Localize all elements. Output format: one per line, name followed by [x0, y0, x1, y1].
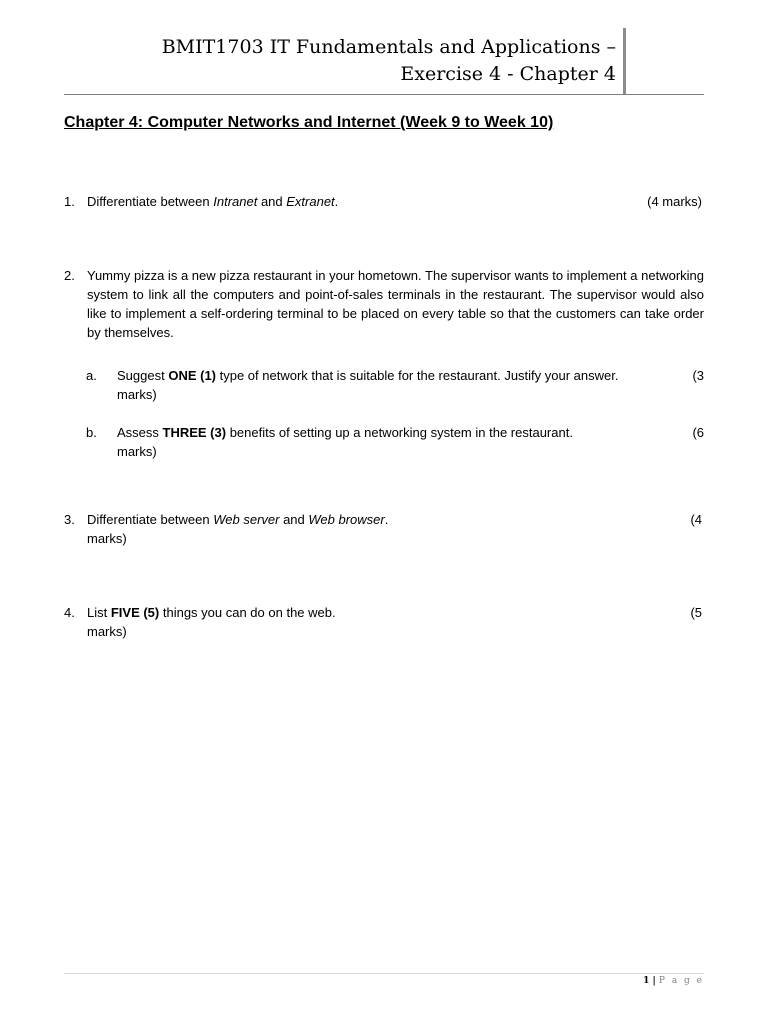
question-3-marks-close: marks): [87, 531, 127, 546]
question-1-suffix: .: [334, 194, 339, 209]
question-4-number: 4.: [64, 605, 75, 620]
chapter-title: Chapter 4: Computer Networks and Internet (Week 9 to Week 10): [64, 114, 554, 131]
page-footer: [643, 976, 704, 986]
question-2b: [86, 423, 704, 463]
question-1-marks: (4 marks): [647, 194, 702, 209]
question-4: [64, 603, 704, 643]
header-line-2: Exercise 4 - Chapter 4: [400, 63, 616, 85]
question-4-rest: things you can do on the web.: [159, 605, 336, 620]
question-3-marks-open: (4: [690, 512, 702, 527]
question-1-term-2: Extranet: [286, 194, 335, 209]
question-1: [64, 192, 704, 212]
question-3-mid: and: [279, 512, 309, 527]
question-3: [64, 510, 704, 550]
question-3-prefix: Differentiate between: [87, 512, 214, 527]
question-2b-label: b.: [86, 425, 97, 440]
page-header: [64, 28, 704, 95]
question-3-term-2: Web browser: [308, 512, 385, 527]
header-line-1: BMIT1703 IT Fundamentals and Applications –: [161, 36, 616, 58]
question-2a-text: [117, 366, 704, 404]
question-2b-rest: benefits of setting up a networking system in the restaurant.: [226, 425, 573, 440]
question-2b-marks-close: marks): [117, 444, 157, 459]
question-4-marks-close: marks): [87, 624, 127, 639]
question-1-mid: and: [257, 194, 287, 209]
question-2-number: 2.: [64, 268, 75, 283]
question-2a-prefix: Suggest: [117, 368, 169, 383]
header-divider-bar: [623, 28, 626, 94]
question-2b-prefix: Assess: [117, 425, 163, 440]
question-2b-marks-open: (6: [692, 425, 704, 440]
question-1-text: [87, 192, 704, 211]
question-2: [64, 266, 704, 346]
question-2a: [86, 366, 704, 406]
footer-divider: [64, 973, 704, 974]
question-1-term-1: Intranet: [213, 194, 258, 209]
question-1-prefix: Differentiate between: [87, 194, 214, 209]
question-3-suffix: .: [384, 512, 389, 527]
page-number: 1: [643, 976, 650, 986]
question-2a-marks-close: marks): [117, 387, 157, 402]
question-3-text: [87, 510, 704, 548]
question-2a-marks-open: (3: [692, 368, 704, 383]
header-title: [162, 34, 616, 88]
question-4-text: [87, 603, 704, 641]
question-2a-rest: type of network that is suitable for the restaurant. Justify your answer.: [216, 368, 619, 383]
question-4-bold: FIVE (5): [110, 605, 160, 620]
question-1-number: 1.: [64, 194, 75, 209]
question-3-number: 3.: [64, 512, 75, 527]
page-separator: |: [649, 976, 659, 986]
question-4-prefix: List: [87, 605, 111, 620]
question-3-term-1: Web server: [213, 512, 280, 527]
question-2a-bold: ONE (1): [168, 368, 216, 383]
question-2-text: Yummy pizza is a new pizza restaurant in your hometown. The supervisor wants to implement a networking system to link all the computers and point-of-sales terminals in the restaurant. The supervisor would also like to implement a self-ordering terminal to be placed on every table so that the customers can take order by themselves.: [87, 268, 704, 340]
question-2a-label: a.: [86, 368, 97, 383]
question-2b-bold: THREE (3): [162, 425, 227, 440]
question-4-marks-open: (5: [690, 605, 702, 620]
page-label: P a g e: [658, 976, 704, 986]
question-2b-text: [117, 423, 704, 461]
